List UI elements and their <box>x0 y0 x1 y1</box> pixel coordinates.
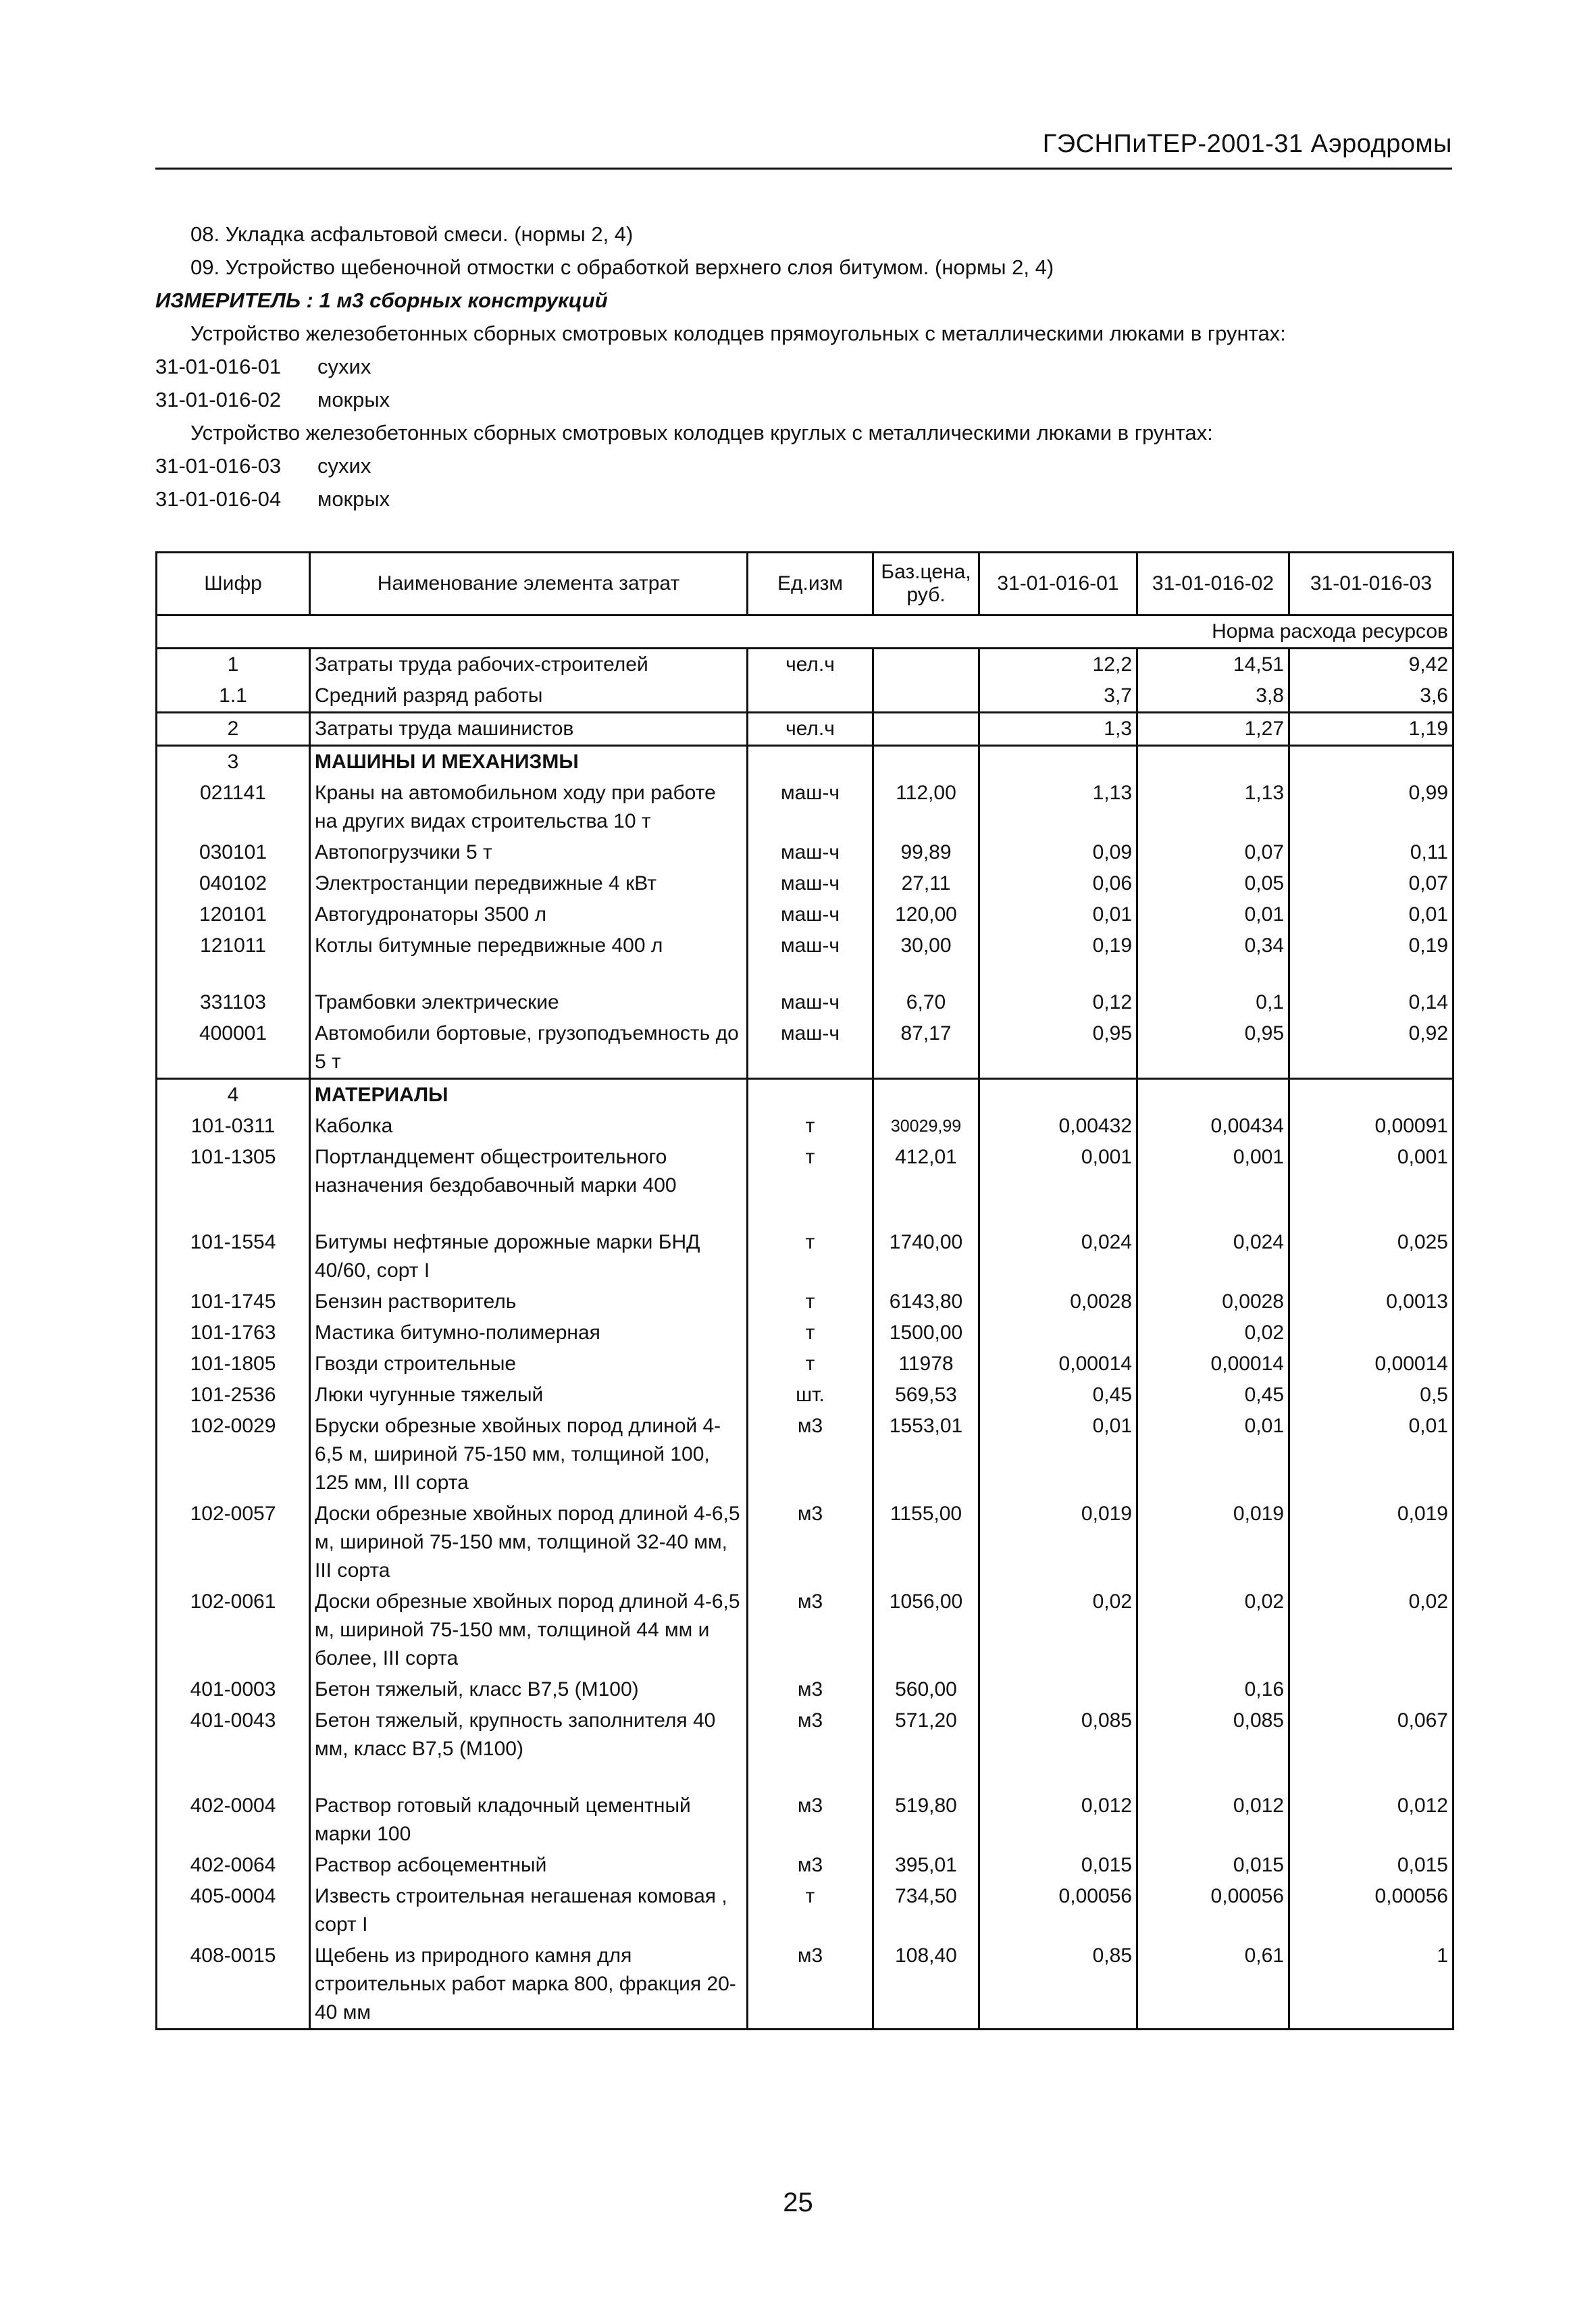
cell-name: Электростанции передвижные 4 кВт <box>310 868 748 899</box>
spacer-cell <box>873 961 979 987</box>
code-01: 31-01-016-01 <box>155 355 282 378</box>
cell-code: 101-1745 <box>157 1286 310 1317</box>
cell-norm-3: 0,067 <box>1289 1705 1453 1765</box>
cell-norm-3: 9,42 <box>1289 649 1453 681</box>
cell-unit: маш-ч <box>748 778 873 837</box>
cell-price: 87,17 <box>873 1018 979 1079</box>
cell-norm-2: 1,13 <box>1137 778 1289 837</box>
cell-norm-2: 0,16 <box>1137 1674 1289 1705</box>
table-row <box>157 1411 1453 1499</box>
cell-norm-2: 0,34 <box>1137 930 1289 961</box>
spacer-cell <box>873 1765 979 1790</box>
spacer-cell <box>748 1201 873 1227</box>
cell-code: 408-0015 <box>157 1940 310 2030</box>
table-row <box>157 837 1453 868</box>
cell-norm-3: 0,07 <box>1289 868 1453 899</box>
cell-norm-3: 0,00014 <box>1289 1349 1453 1380</box>
cell-norm-2: 0,024 <box>1137 1227 1289 1286</box>
table-row <box>157 649 1453 681</box>
cell-code: 120101 <box>157 899 310 930</box>
cell-norm-2: 0,019 <box>1137 1499 1289 1586</box>
cell-price: 1500,00 <box>873 1317 979 1349</box>
spacer-cell <box>157 1201 310 1227</box>
cell-norm-1 <box>979 1079 1137 1111</box>
cell-unit: т <box>748 1317 873 1349</box>
cell-norm-3: 0,19 <box>1289 930 1453 961</box>
cell-name: Бруски обрезные хвойных пород длиной 4-6,5 м, шириной 75-150 мм, толщиной 100, 125 мм, III сорта <box>310 1411 748 1499</box>
cell-norm-3: 0,5 <box>1289 1380 1453 1411</box>
cell-norm-2: 0,07 <box>1137 837 1289 868</box>
header-col-2: 31-01-016-02 <box>1137 553 1289 615</box>
cell-norm-1: 0,95 <box>979 1018 1137 1079</box>
cell-norm-1 <box>979 746 1137 778</box>
header-name: Наименование элемента затрат <box>310 553 748 615</box>
header-unit: Ед.изм <box>748 553 873 615</box>
cell-code: 400001 <box>157 1018 310 1079</box>
cell-norm-3: 0,025 <box>1289 1227 1453 1286</box>
header-title: ГЭСНПиТЕР-2001-31 Аэродромы <box>1042 130 1452 158</box>
table-row <box>157 1705 1453 1765</box>
cell-price: 1740,00 <box>873 1227 979 1286</box>
cell-name: Краны на автомобильном ходу при работе на других видах строительства 10 т <box>310 778 748 837</box>
meter-line: ИЗМЕРИТЕЛЬ : 1 м3 сборных конструкций <box>155 288 608 312</box>
cell-unit: м3 <box>748 1586 873 1674</box>
cell-unit: м3 <box>748 1940 873 2030</box>
table-row <box>157 713 1453 746</box>
table-row <box>157 778 1453 837</box>
code-03: 31-01-016-03 <box>155 454 282 478</box>
cell-norm-1: 0,015 <box>979 1850 1137 1881</box>
cell-name: Бетон тяжелый, класс В7,5 (М100) <box>310 1674 748 1705</box>
cell-code: 1.1 <box>157 680 310 713</box>
cell-code: 102-0029 <box>157 1411 310 1499</box>
intro-line-08: 08. Укладка асфальтовой смеси. (нормы 2, 4) <box>190 222 634 246</box>
cell-norm-1 <box>979 1674 1137 1705</box>
cell-norm-1: 3,7 <box>979 680 1137 713</box>
table-row <box>157 1499 1453 1586</box>
cell-price: 99,89 <box>873 837 979 868</box>
cell-unit <box>748 680 873 713</box>
code-03-text: сухих <box>317 454 371 478</box>
cell-price <box>873 746 979 778</box>
cell-norm-2: 0,45 <box>1137 1380 1289 1411</box>
cell-unit: маш-ч <box>748 1018 873 1079</box>
header-price: Баз.цена, руб. <box>873 553 979 615</box>
cell-norm-3: 0,00091 <box>1289 1111 1453 1142</box>
cell-norm-1: 0,19 <box>979 930 1137 961</box>
cell-price: 27,11 <box>873 868 979 899</box>
cell-name: Битумы нефтяные дорожные марки БНД 40/60, сорт I <box>310 1227 748 1286</box>
cell-norm-3: 0,14 <box>1289 987 1453 1018</box>
cell-norm-1: 0,00432 <box>979 1111 1137 1142</box>
table-row <box>157 1317 1453 1349</box>
cell-name: Трамбовки электрические <box>310 987 748 1018</box>
cell-unit: т <box>748 1349 873 1380</box>
cell-norm-1: 0,019 <box>979 1499 1137 1586</box>
cell-code: 101-1554 <box>157 1227 310 1286</box>
spacer-row <box>157 1765 1453 1790</box>
cell-unit: т <box>748 1286 873 1317</box>
spacer-cell <box>979 961 1137 987</box>
cell-norm-3: 0,012 <box>1289 1790 1453 1850</box>
spacer-cell <box>873 1201 979 1227</box>
cell-norm-2: 0,02 <box>1137 1317 1289 1349</box>
cell-norm-1: 0,09 <box>979 837 1137 868</box>
cell-price: 108,40 <box>873 1940 979 2030</box>
code-line-02 <box>155 383 1439 416</box>
cell-norm-2: 0,085 <box>1137 1705 1289 1765</box>
cell-price <box>873 1079 979 1111</box>
cell-code: 021141 <box>157 778 310 837</box>
spacer-cell <box>748 1765 873 1790</box>
cell-price: 1155,00 <box>873 1499 979 1586</box>
cell-norm-2: 0,02 <box>1137 1586 1289 1674</box>
norm-label-row <box>157 615 1453 649</box>
cell-unit: м3 <box>748 1705 873 1765</box>
cell-norm-2: 0,015 <box>1137 1850 1289 1881</box>
code-02-text: мокрых <box>317 388 390 411</box>
cell-norm-3: 0,01 <box>1289 899 1453 930</box>
cell-name: МАТЕРИАЛЫ <box>310 1079 748 1111</box>
cell-norm-1: 0,01 <box>979 899 1137 930</box>
norm-label: Норма расхода ресурсов <box>157 615 1453 649</box>
cell-norm-1: 1,3 <box>979 713 1137 746</box>
spacer-cell <box>1289 961 1453 987</box>
cell-price: 1056,00 <box>873 1586 979 1674</box>
cell-unit: м3 <box>748 1411 873 1499</box>
cell-code: 030101 <box>157 837 310 868</box>
cell-name: Средний разряд работы <box>310 680 748 713</box>
cell-norm-3: 0,001 <box>1289 1142 1453 1201</box>
cell-name: Мастика битумно-полимерная <box>310 1317 748 1349</box>
cell-price: 11978 <box>873 1349 979 1380</box>
table-row <box>157 1018 1453 1079</box>
cell-code: 4 <box>157 1079 310 1111</box>
header-col-1: 31-01-016-01 <box>979 553 1137 615</box>
spacer-row <box>157 1201 1453 1227</box>
cell-norm-2: 3,8 <box>1137 680 1289 713</box>
cell-norm-3: 0,92 <box>1289 1018 1453 1079</box>
cell-norm-3 <box>1289 1079 1453 1111</box>
spacer-cell <box>979 1765 1137 1790</box>
cell-norm-1 <box>979 1317 1137 1349</box>
cell-norm-1: 0,00014 <box>979 1349 1137 1380</box>
cell-norm-1: 0,012 <box>979 1790 1137 1850</box>
cell-price: 560,00 <box>873 1674 979 1705</box>
cell-norm-3 <box>1289 1317 1453 1349</box>
cell-norm-3 <box>1289 746 1453 778</box>
cell-unit: маш-ч <box>748 899 873 930</box>
cell-code: 402-0064 <box>157 1850 310 1881</box>
cell-name: Каболка <box>310 1111 748 1142</box>
cell-name: Затраты труда машинистов <box>310 713 748 746</box>
table-row <box>157 987 1453 1018</box>
cell-norm-2: 0,01 <box>1137 899 1289 930</box>
cell-norm-2: 0,001 <box>1137 1142 1289 1201</box>
table-row <box>157 1380 1453 1411</box>
cell-norm-2: 0,01 <box>1137 1411 1289 1499</box>
cell-norm-1: 0,0028 <box>979 1286 1137 1317</box>
cell-code: 402-0004 <box>157 1790 310 1850</box>
cell-code: 2 <box>157 713 310 746</box>
cell-norm-2 <box>1137 746 1289 778</box>
cell-norm-2: 0,95 <box>1137 1018 1289 1079</box>
table-row <box>157 930 1453 961</box>
cell-code: 401-0003 <box>157 1674 310 1705</box>
cell-norm-3 <box>1289 1674 1453 1705</box>
cell-name: Щебень из природного камня для строительных работ марка 800, фракция 20-40 мм <box>310 1940 748 2030</box>
cell-norm-3: 1,19 <box>1289 713 1453 746</box>
code-04-text: мокрых <box>317 487 390 511</box>
cell-norm-1: 0,02 <box>979 1586 1137 1674</box>
table-row <box>157 868 1453 899</box>
cell-name: Автомобили бортовые, грузоподъемность до 5 т <box>310 1018 748 1079</box>
cell-name: Гвозди строительные <box>310 1349 748 1380</box>
table-row <box>157 1790 1453 1850</box>
code-line-01 <box>155 350 1439 383</box>
cell-norm-1: 0,45 <box>979 1380 1137 1411</box>
cell-norm-2: 0,05 <box>1137 868 1289 899</box>
cell-norm-3: 0,99 <box>1289 778 1453 837</box>
table-row <box>157 1586 1453 1674</box>
spacer-cell <box>157 961 310 987</box>
table-row <box>157 1227 1453 1286</box>
cell-norm-2: 0,1 <box>1137 987 1289 1018</box>
page-number: 25 <box>783 2188 813 2217</box>
table-row <box>157 1349 1453 1380</box>
cell-name: Котлы битумные передвижные 400 л <box>310 930 748 961</box>
cell-price: 1553,01 <box>873 1411 979 1499</box>
cell-code: 405-0004 <box>157 1881 310 1940</box>
cell-unit <box>748 1079 873 1111</box>
cell-norm-1: 0,01 <box>979 1411 1137 1499</box>
table-header-row <box>157 553 1453 615</box>
table-row <box>157 1142 1453 1201</box>
cell-code: 3 <box>157 746 310 778</box>
cell-code: 102-0057 <box>157 1499 310 1586</box>
table-row <box>157 746 1453 778</box>
spacer-cell <box>157 1765 310 1790</box>
cell-price: 571,20 <box>873 1705 979 1765</box>
cell-norm-2: 14,51 <box>1137 649 1289 681</box>
cell-price <box>873 649 979 681</box>
table-row <box>157 1850 1453 1881</box>
cell-price: 112,00 <box>873 778 979 837</box>
cell-unit: маш-ч <box>748 837 873 868</box>
cell-name: Люки чугунные тяжелый <box>310 1380 748 1411</box>
table-row <box>157 1286 1453 1317</box>
cell-norm-2: 0,00056 <box>1137 1881 1289 1940</box>
cell-name: Портландцемент общестроительного назначения бездобавочный марки 400 <box>310 1142 748 1201</box>
spacer-cell <box>979 1201 1137 1227</box>
cell-norm-1: 0,00056 <box>979 1881 1137 1940</box>
resource-norms-table <box>155 551 1454 2030</box>
cell-norm-2: 0,012 <box>1137 1790 1289 1850</box>
cell-norm-2: 0,00014 <box>1137 1349 1289 1380</box>
cell-name: Раствор готовый кладочный цементный марки 100 <box>310 1790 748 1850</box>
header-code: Шифр <box>157 553 310 615</box>
cell-code: 102-0061 <box>157 1586 310 1674</box>
cell-name: Бетон тяжелый, крупность заполнителя 40 мм, класс В7,5 (М100) <box>310 1705 748 1765</box>
intro-block <box>155 218 1439 515</box>
cell-price: 6143,80 <box>873 1286 979 1317</box>
cell-norm-3: 0,00056 <box>1289 1881 1453 1940</box>
cell-code: 101-2536 <box>157 1380 310 1411</box>
cell-price <box>873 680 979 713</box>
cell-norm-2: 0,0028 <box>1137 1286 1289 1317</box>
cell-price: 120,00 <box>873 899 979 930</box>
header-col-3: 31-01-016-03 <box>1289 553 1453 615</box>
running-header <box>155 130 1452 170</box>
cell-price: 569,53 <box>873 1380 979 1411</box>
cell-code: 101-0311 <box>157 1111 310 1142</box>
cell-norm-2: 0,00434 <box>1137 1111 1289 1142</box>
spacer-cell <box>1137 961 1289 987</box>
group-heading-rectangular: Устройство железобетонных сборных смотровых колодцев прямоугольных с металлическими люками в грунтах: <box>190 322 1286 345</box>
spacer-cell <box>1137 1201 1289 1227</box>
cell-name: Автогудронаторы 3500 л <box>310 899 748 930</box>
code-line-04 <box>155 482 1439 515</box>
code-01-text: сухих <box>317 355 371 378</box>
cell-norm-1: 12,2 <box>979 649 1137 681</box>
cell-name: Доски обрезные хвойных пород длиной 4-6,5 м, шириной 75-150 мм, толщиной 44 мм и более, III сорта <box>310 1586 748 1674</box>
code-04: 31-01-016-04 <box>155 487 282 511</box>
cell-code: 101-1763 <box>157 1317 310 1349</box>
table-row <box>157 1940 1453 2030</box>
cell-unit: м3 <box>748 1674 873 1705</box>
group-heading-round: Устройство железобетонных сборных смотровых колодцев круглых с металлическими люками в грунтах: <box>190 421 1213 445</box>
table-row <box>157 1674 1453 1705</box>
cell-price: 6,70 <box>873 987 979 1018</box>
cell-name: Автопогрузчики 5 т <box>310 837 748 868</box>
spacer-cell <box>1289 1201 1453 1227</box>
cell-unit: чел.ч <box>748 713 873 746</box>
cell-price: 519,80 <box>873 1790 979 1850</box>
intro-line-09: 09. Устройство щебеночной отмостки с обработкой верхнего слоя битумом. (нормы 2, 4) <box>190 255 1054 279</box>
spacer-cell <box>310 1765 748 1790</box>
cell-norm-2: 1,27 <box>1137 713 1289 746</box>
cell-name: МАШИНЫ И МЕХАНИЗМЫ <box>310 746 748 778</box>
cell-unit: т <box>748 1881 873 1940</box>
table-body <box>157 615 1453 2030</box>
cell-name: Известь строительная негашеная комовая , сорт I <box>310 1881 748 1940</box>
cell-name: Бензин растворитель <box>310 1286 748 1317</box>
cell-norm-3: 3,6 <box>1289 680 1453 713</box>
cell-code: 101-1305 <box>157 1142 310 1201</box>
spacer-row <box>157 961 1453 987</box>
cell-norm-2 <box>1137 1079 1289 1111</box>
cell-norm-3: 0,02 <box>1289 1586 1453 1674</box>
spacer-cell <box>1137 1765 1289 1790</box>
cell-code: 101-1805 <box>157 1349 310 1380</box>
cell-price: 412,01 <box>873 1142 979 1201</box>
spacer-cell <box>310 1201 748 1227</box>
cell-unit: чел.ч <box>748 649 873 681</box>
cell-norm-3: 1 <box>1289 1940 1453 2030</box>
cell-norm-3: 0,01 <box>1289 1411 1453 1499</box>
table-row <box>157 1881 1453 1940</box>
cell-unit: маш-ч <box>748 930 873 961</box>
cell-name: Затраты труда рабочих-строителей <box>310 649 748 681</box>
cell-code: 401-0043 <box>157 1705 310 1765</box>
table-row <box>157 1111 1453 1142</box>
cell-unit: м3 <box>748 1790 873 1850</box>
cell-unit: т <box>748 1111 873 1142</box>
code-line-03 <box>155 449 1439 482</box>
cell-norm-1: 1,13 <box>979 778 1137 837</box>
cell-norm-3: 0,11 <box>1289 837 1453 868</box>
cell-price: 30,00 <box>873 930 979 961</box>
cell-code: 1 <box>157 649 310 681</box>
cell-name: Раствор асбоцементный <box>310 1850 748 1881</box>
cell-name: Доски обрезные хвойных пород длиной 4-6,5 м, шириной 75-150 мм, толщиной 32-40 мм, III сорта <box>310 1499 748 1586</box>
table-row <box>157 680 1453 713</box>
cell-norm-3: 0,019 <box>1289 1499 1453 1586</box>
cell-price: 395,01 <box>873 1850 979 1881</box>
cell-unit: шт. <box>748 1380 873 1411</box>
spacer-cell <box>1289 1765 1453 1790</box>
cell-norm-3: 0,015 <box>1289 1850 1453 1881</box>
cell-price: 734,50 <box>873 1881 979 1940</box>
cell-norm-1: 0,12 <box>979 987 1137 1018</box>
cell-norm-2: 0,61 <box>1137 1940 1289 2030</box>
cell-code: 121011 <box>157 930 310 961</box>
cell-price <box>873 713 979 746</box>
cell-unit: маш-ч <box>748 868 873 899</box>
code-02: 31-01-016-02 <box>155 388 282 411</box>
table-row <box>157 1079 1453 1111</box>
cell-unit: маш-ч <box>748 987 873 1018</box>
cell-unit: т <box>748 1227 873 1286</box>
cell-norm-1: 0,085 <box>979 1705 1137 1765</box>
spacer-cell <box>310 961 748 987</box>
cell-norm-1: 0,024 <box>979 1227 1137 1286</box>
cell-norm-1: 0,06 <box>979 868 1137 899</box>
spacer-cell <box>748 961 873 987</box>
cell-norm-1: 0,85 <box>979 1940 1137 2030</box>
cell-code: 040102 <box>157 868 310 899</box>
cell-unit <box>748 746 873 778</box>
cell-unit: т <box>748 1142 873 1201</box>
cell-price: 30029,99 <box>873 1111 979 1142</box>
cell-norm-3: 0,0013 <box>1289 1286 1453 1317</box>
cell-norm-1: 0,001 <box>979 1142 1137 1201</box>
cell-code: 331103 <box>157 987 310 1018</box>
table-row <box>157 899 1453 930</box>
cell-unit: м3 <box>748 1850 873 1881</box>
cell-unit: м3 <box>748 1499 873 1586</box>
